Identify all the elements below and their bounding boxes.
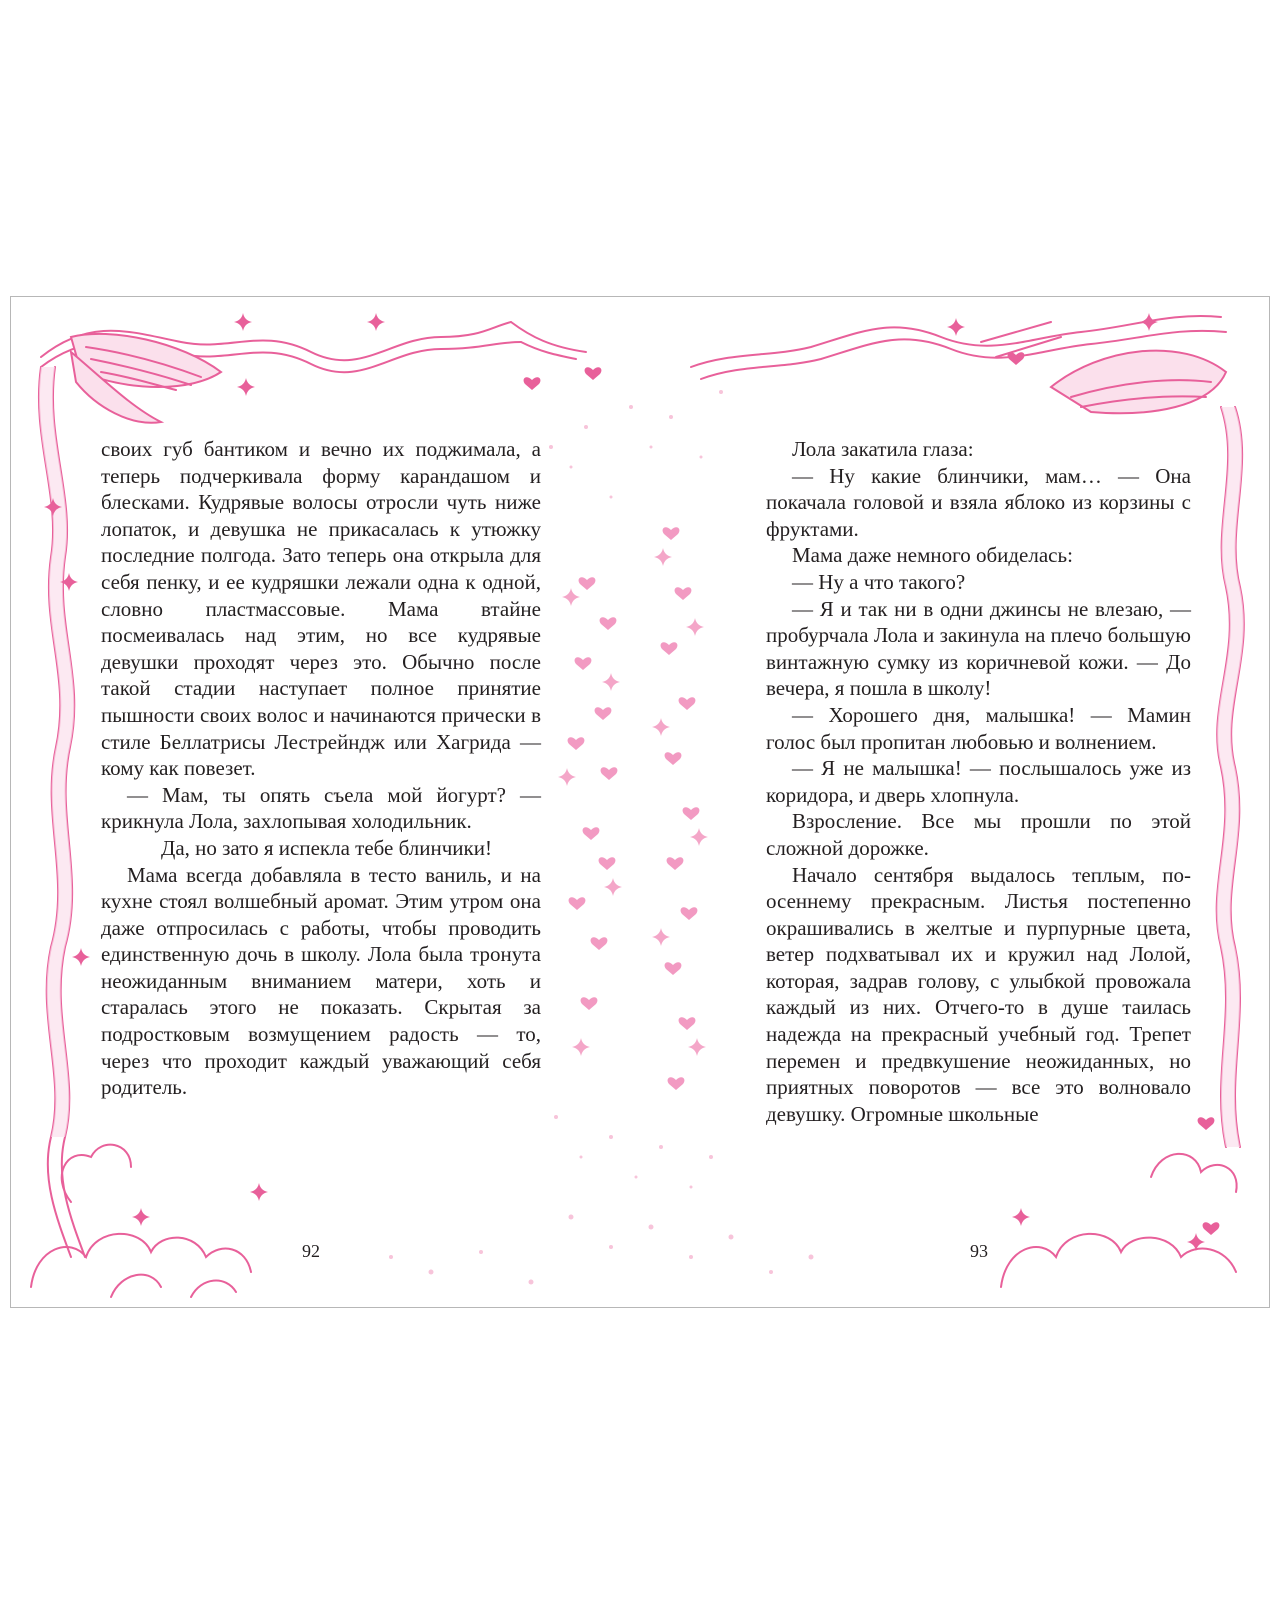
book-spread xyxy=(10,296,1270,1308)
right-ribbon-fill xyxy=(1217,407,1244,1147)
paragraph: Мама даже немного обиделась: xyxy=(792,543,1073,568)
right-page-text xyxy=(766,436,1191,1127)
paragraph: своих губ бантиком и вечно их поджимала, а теперь подчеркивала форму карандашом и блесками. Кудрявые волосы отросли чуть ниже лопаток, и девушка не прикасалась к утюжку последние полгода. Зато теперь она открыла для себя пенку, и ее кудряшки лежали одна к одной, словно пластмассовые. Мама втайне посмеивалась над этим, но все кудрявые девушки проходят через это. Обычно после такой стадии наступает полное принятие пышности своих волос и начинаются прически в стиле Беллатрисы Лестрейндж или Хагрида — кому как повезет. xyxy=(101,437,541,781)
paragraph: — Ну какие блинчики, мам… — Она покачала головой и взяла яблоко из корзины с фруктами. xyxy=(766,463,1191,541)
left-ribbon-fill xyxy=(39,367,74,1137)
left-heart xyxy=(524,367,602,390)
gutter-sparkles xyxy=(558,548,708,1056)
paragraph: Мама всегда добавляла в тесто ваниль, и на кухне стоял волшебный аромат. Этим утром она даже отпросилась с работы, чтобы проводить единственную дочь в школу. Лола была тронута неожиданным вниманием матери, хоть и старалась этого не показать. Скрытая за подростковым возмущением радость — то, через что проходит каждый уважающий себя родитель. xyxy=(101,862,541,1100)
page-number-left: 92 xyxy=(302,1241,320,1261)
paragraph: — Мам, ты опять съела мой йогурт? — крикнула Лола, захлопывая холодильник. xyxy=(101,782,541,834)
paragraph: Да, но зато я испекла тебе блинчики! xyxy=(161,835,492,860)
paragraph: — Я и так ни в одни джинсы не влезаю, — пробурчала Лола и закинула на плечо большую винтажную сумку из коричневой кожи. — До вечера, я пошла в школу! xyxy=(766,596,1191,701)
left-page-text xyxy=(101,436,541,1101)
paragraph: — Я не малышка! — послышалось уже из коридора, и дверь хлопнула. xyxy=(766,756,1191,807)
paragraph: Взросление. Все мы прошли по этой сложной дорожке. xyxy=(766,809,1191,860)
gutter-hearts xyxy=(568,527,700,1090)
paragraph: Начало сентября выдалось теплым, по-осеннему прекрасным. Листья постепенно окрашивались в желтые и пурпурные цвета, ветер подхватывал их и кружил над Лолой, которая, задрав голову, с улыбкой провожала каждый из них. Отчего-то в душе таилась надежда на прекрасный учебный год. Трепет перемен и предвкушение неожиданных, но приятных поворотов — все это волновало девушку. Огромные школьные xyxy=(766,862,1191,1126)
page-number-right: 93 xyxy=(970,1241,988,1261)
paragraph: — Ну а что такого? xyxy=(792,569,966,594)
paragraph: — Хорошего дня, малышка! — Мамин голос был пропитан любовью и волнением. xyxy=(766,702,1191,754)
paragraph: Лола закатила глаза: xyxy=(792,437,974,461)
